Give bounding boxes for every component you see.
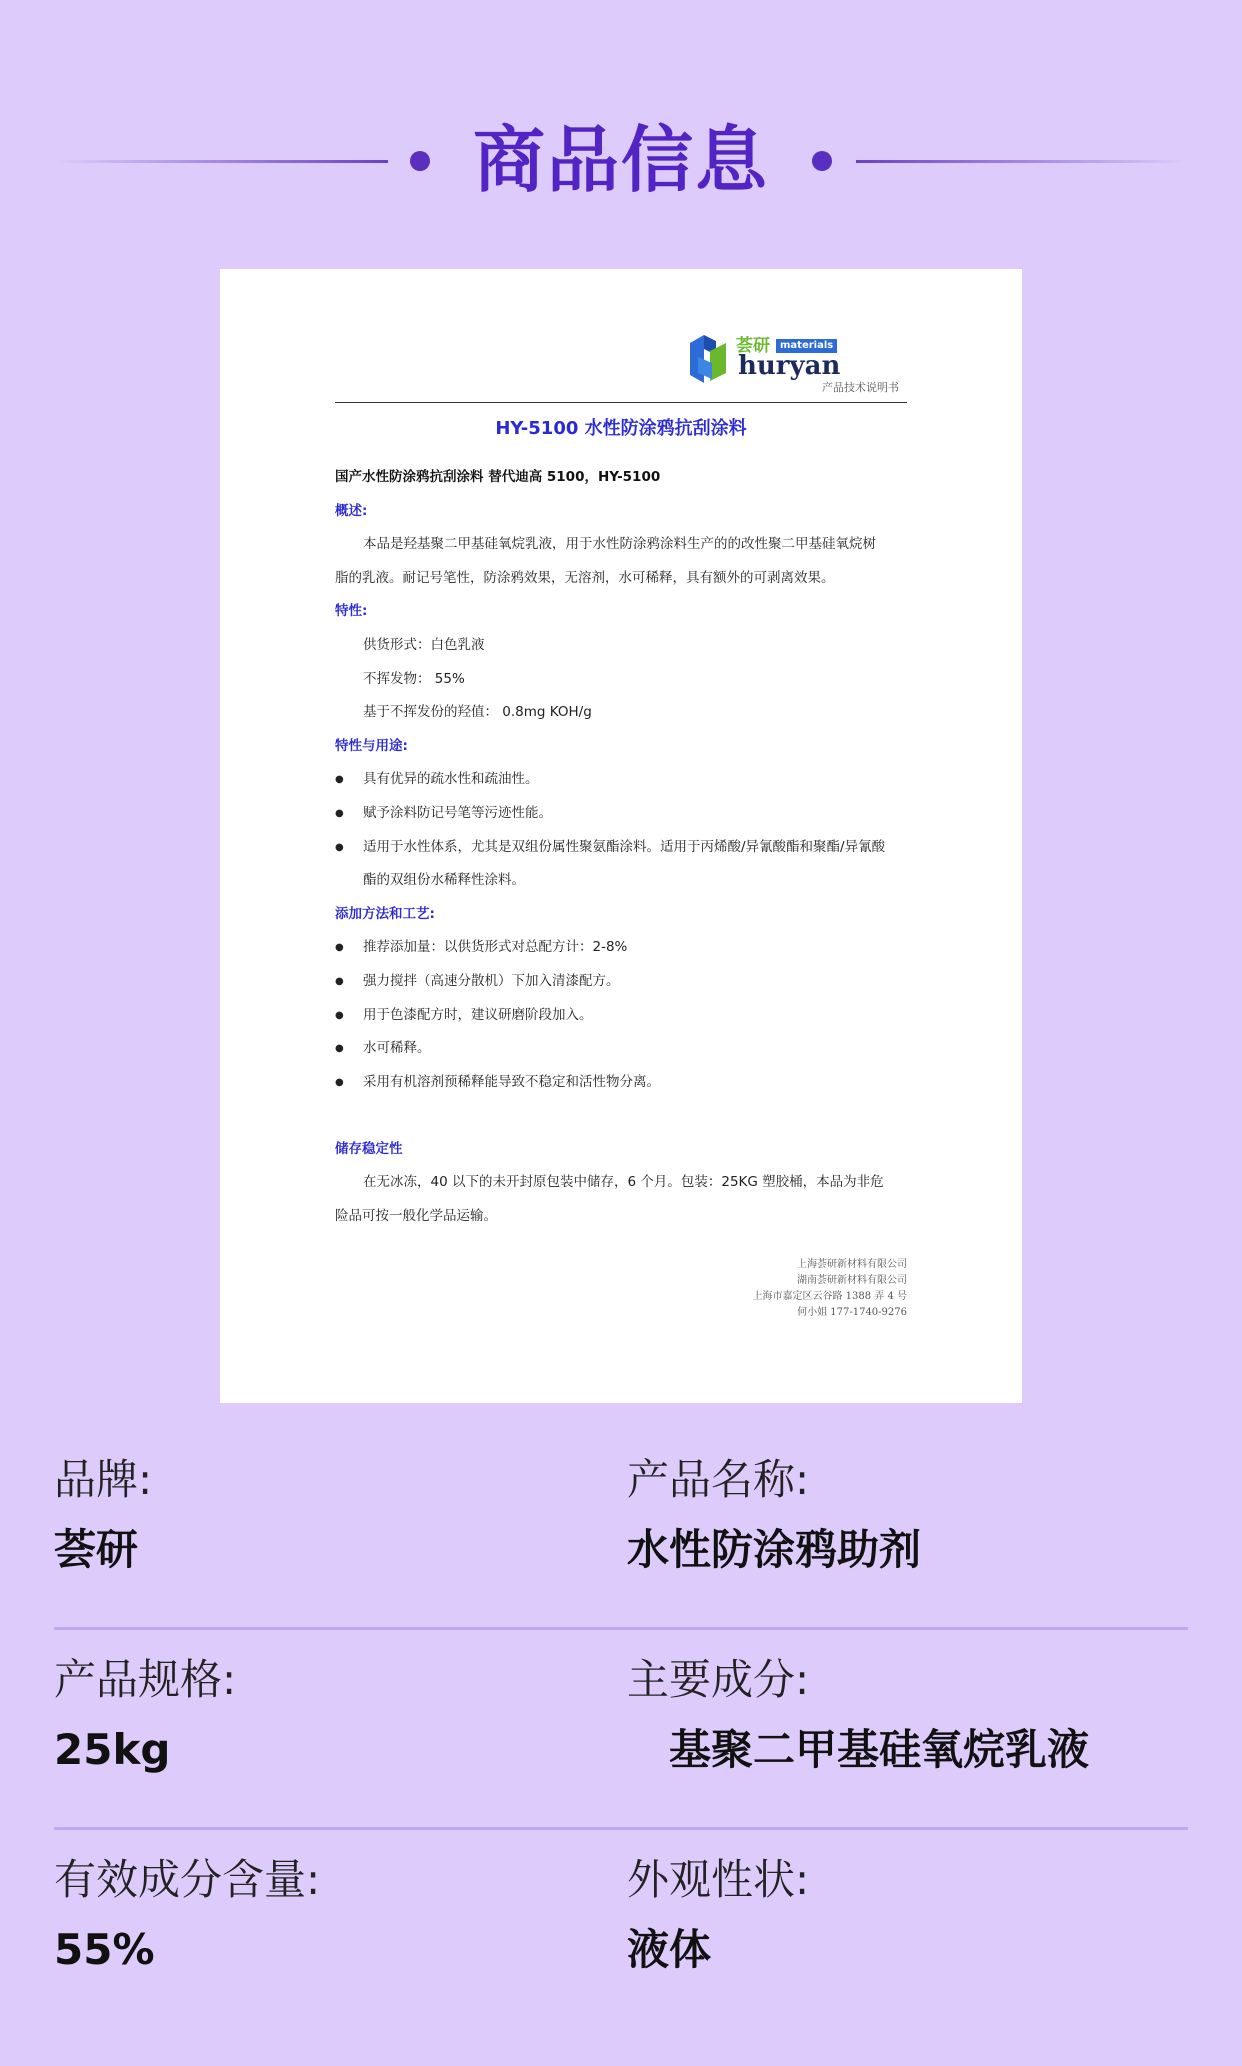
company-address: 上海市嘉定区云谷路 1388 弄 4 号 [752, 1291, 907, 1302]
logo-subtitle: 产品技术说明书 [822, 381, 899, 394]
spec-value: 25kg [54, 1725, 171, 1774]
spec-row [54, 1830, 1188, 2030]
bullet-item: ● 强力搅拌（高速分散机）下加入清漆配方。 [335, 965, 907, 999]
product-datasheet-image [220, 269, 1022, 1403]
spec-label: 有效成分含量: [54, 1855, 321, 1904]
huryan-logo [686, 329, 936, 399]
spacer [335, 1099, 907, 1133]
spec-item-active-content [54, 1850, 320, 1980]
property-item: 基于不挥发份的羟值： 0.8mg KOH/g [363, 704, 592, 721]
spec-value: 基聚二甲基硅氧烷乳液 [669, 1725, 1090, 1774]
section-heading-method: 添加方法和工艺: [335, 905, 435, 922]
company-info [752, 1257, 907, 1321]
property-item: 不挥发物： 55% [363, 670, 465, 687]
section-heading-storage: 储存稳定性 [335, 1140, 403, 1157]
spec-row [54, 1430, 1188, 1630]
bullet-item: ● 具有优异的疏水性和疏油性。 [335, 763, 907, 797]
doc-paragraph-line: 本品是羟基聚二甲基硅氧烷乳液，用于水性防涂鸦涂料生产的的改性聚二甲基硅氧烷树 [363, 536, 876, 553]
spec-row [54, 1630, 1188, 1830]
doc-paragraph-line: 在无冰冻，40 以下的未开封原包装中储存，6 个月。包装：25KG 塑胶桶，本品为非危 [363, 1174, 884, 1191]
spec-label: 主要成分: [627, 1655, 810, 1704]
header-dot-right [812, 151, 832, 171]
page-header [0, 0, 1242, 240]
spec-value: 液体 [627, 1925, 712, 1974]
company-name: 上海荟研新材料有限公司 [797, 1259, 907, 1270]
spec-item-specification [54, 1650, 236, 1780]
spec-label: 产品规格: [54, 1655, 237, 1704]
logo-cn-text: 荟研 [736, 336, 770, 356]
spec-table [54, 1430, 1188, 2030]
doc-title: HY-5100 水性防涂鸦抗刮涂料 [495, 418, 747, 439]
doc-body [335, 461, 907, 1234]
bullet-item: ● 适用于水性体系，尤其是双组份属性聚氨酯涂料。适用于丙烯酸/异氰酸酯和聚酯/异氰酸 [335, 831, 907, 865]
company-name: 湖南荟研新材料有限公司 [797, 1275, 907, 1286]
doc-divider [335, 402, 907, 403]
spec-item-product-name [627, 1450, 921, 1580]
bullet-item: ● 采用有机溶剂预稀释能导致不稳定和活性物分离。 [335, 1066, 907, 1100]
logo-mark-icon [686, 329, 742, 389]
spec-label: 外观性状: [627, 1855, 810, 1904]
section-heading-properties: 特性: [335, 603, 368, 620]
logo-tag: materials [776, 339, 837, 353]
company-contact: 何小姐 177-1740-9276 [797, 1307, 907, 1318]
bullet-item: ● 赋予涂料防记号笔等污迹性能。 [335, 797, 907, 831]
bullet-item-continuation: 酯的双组份水稀释性涂料。 [363, 872, 525, 889]
page-title: 商品信息 [472, 118, 769, 202]
property-item: 供货形式：白色乳液 [363, 636, 485, 653]
bullet-item: ● 水可稀释。 [335, 1032, 907, 1066]
spec-item-brand [54, 1450, 152, 1580]
spec-value: 水性防涂鸦助剂 [627, 1525, 922, 1574]
spec-label: 产品名称: [627, 1455, 810, 1504]
spec-value: 荟研 [54, 1525, 139, 1574]
doc-paragraph-line: 险品可按一般化学品运输。 [335, 1208, 497, 1225]
spec-value: 55% [54, 1925, 155, 1974]
bullet-item: ● 用于色漆配方时，建议研磨阶段加入。 [335, 999, 907, 1033]
spec-item-appearance [627, 1850, 809, 1980]
section-heading-uses: 特性与用途: [335, 737, 408, 754]
section-heading-overview: 概述: [335, 502, 368, 519]
doc-subtitle: 国产水性防涂鸦抗刮涂料 替代迪高 5100，HY-5100 [335, 469, 661, 485]
spec-item-main-ingredient [627, 1650, 1089, 1780]
logo-en-text: huryan [738, 351, 841, 381]
header-line-right [856, 160, 1186, 163]
spec-label: 品牌: [54, 1455, 153, 1504]
doc-paragraph-line: 脂的乳液。耐记号笔性，防涂鸦效果，无溶剂，水可稀释，具有额外的可剥离效果。 [335, 569, 835, 586]
bullet-item: ● 推荐添加量：以供货形式对总配方计：2-8% [335, 931, 907, 965]
